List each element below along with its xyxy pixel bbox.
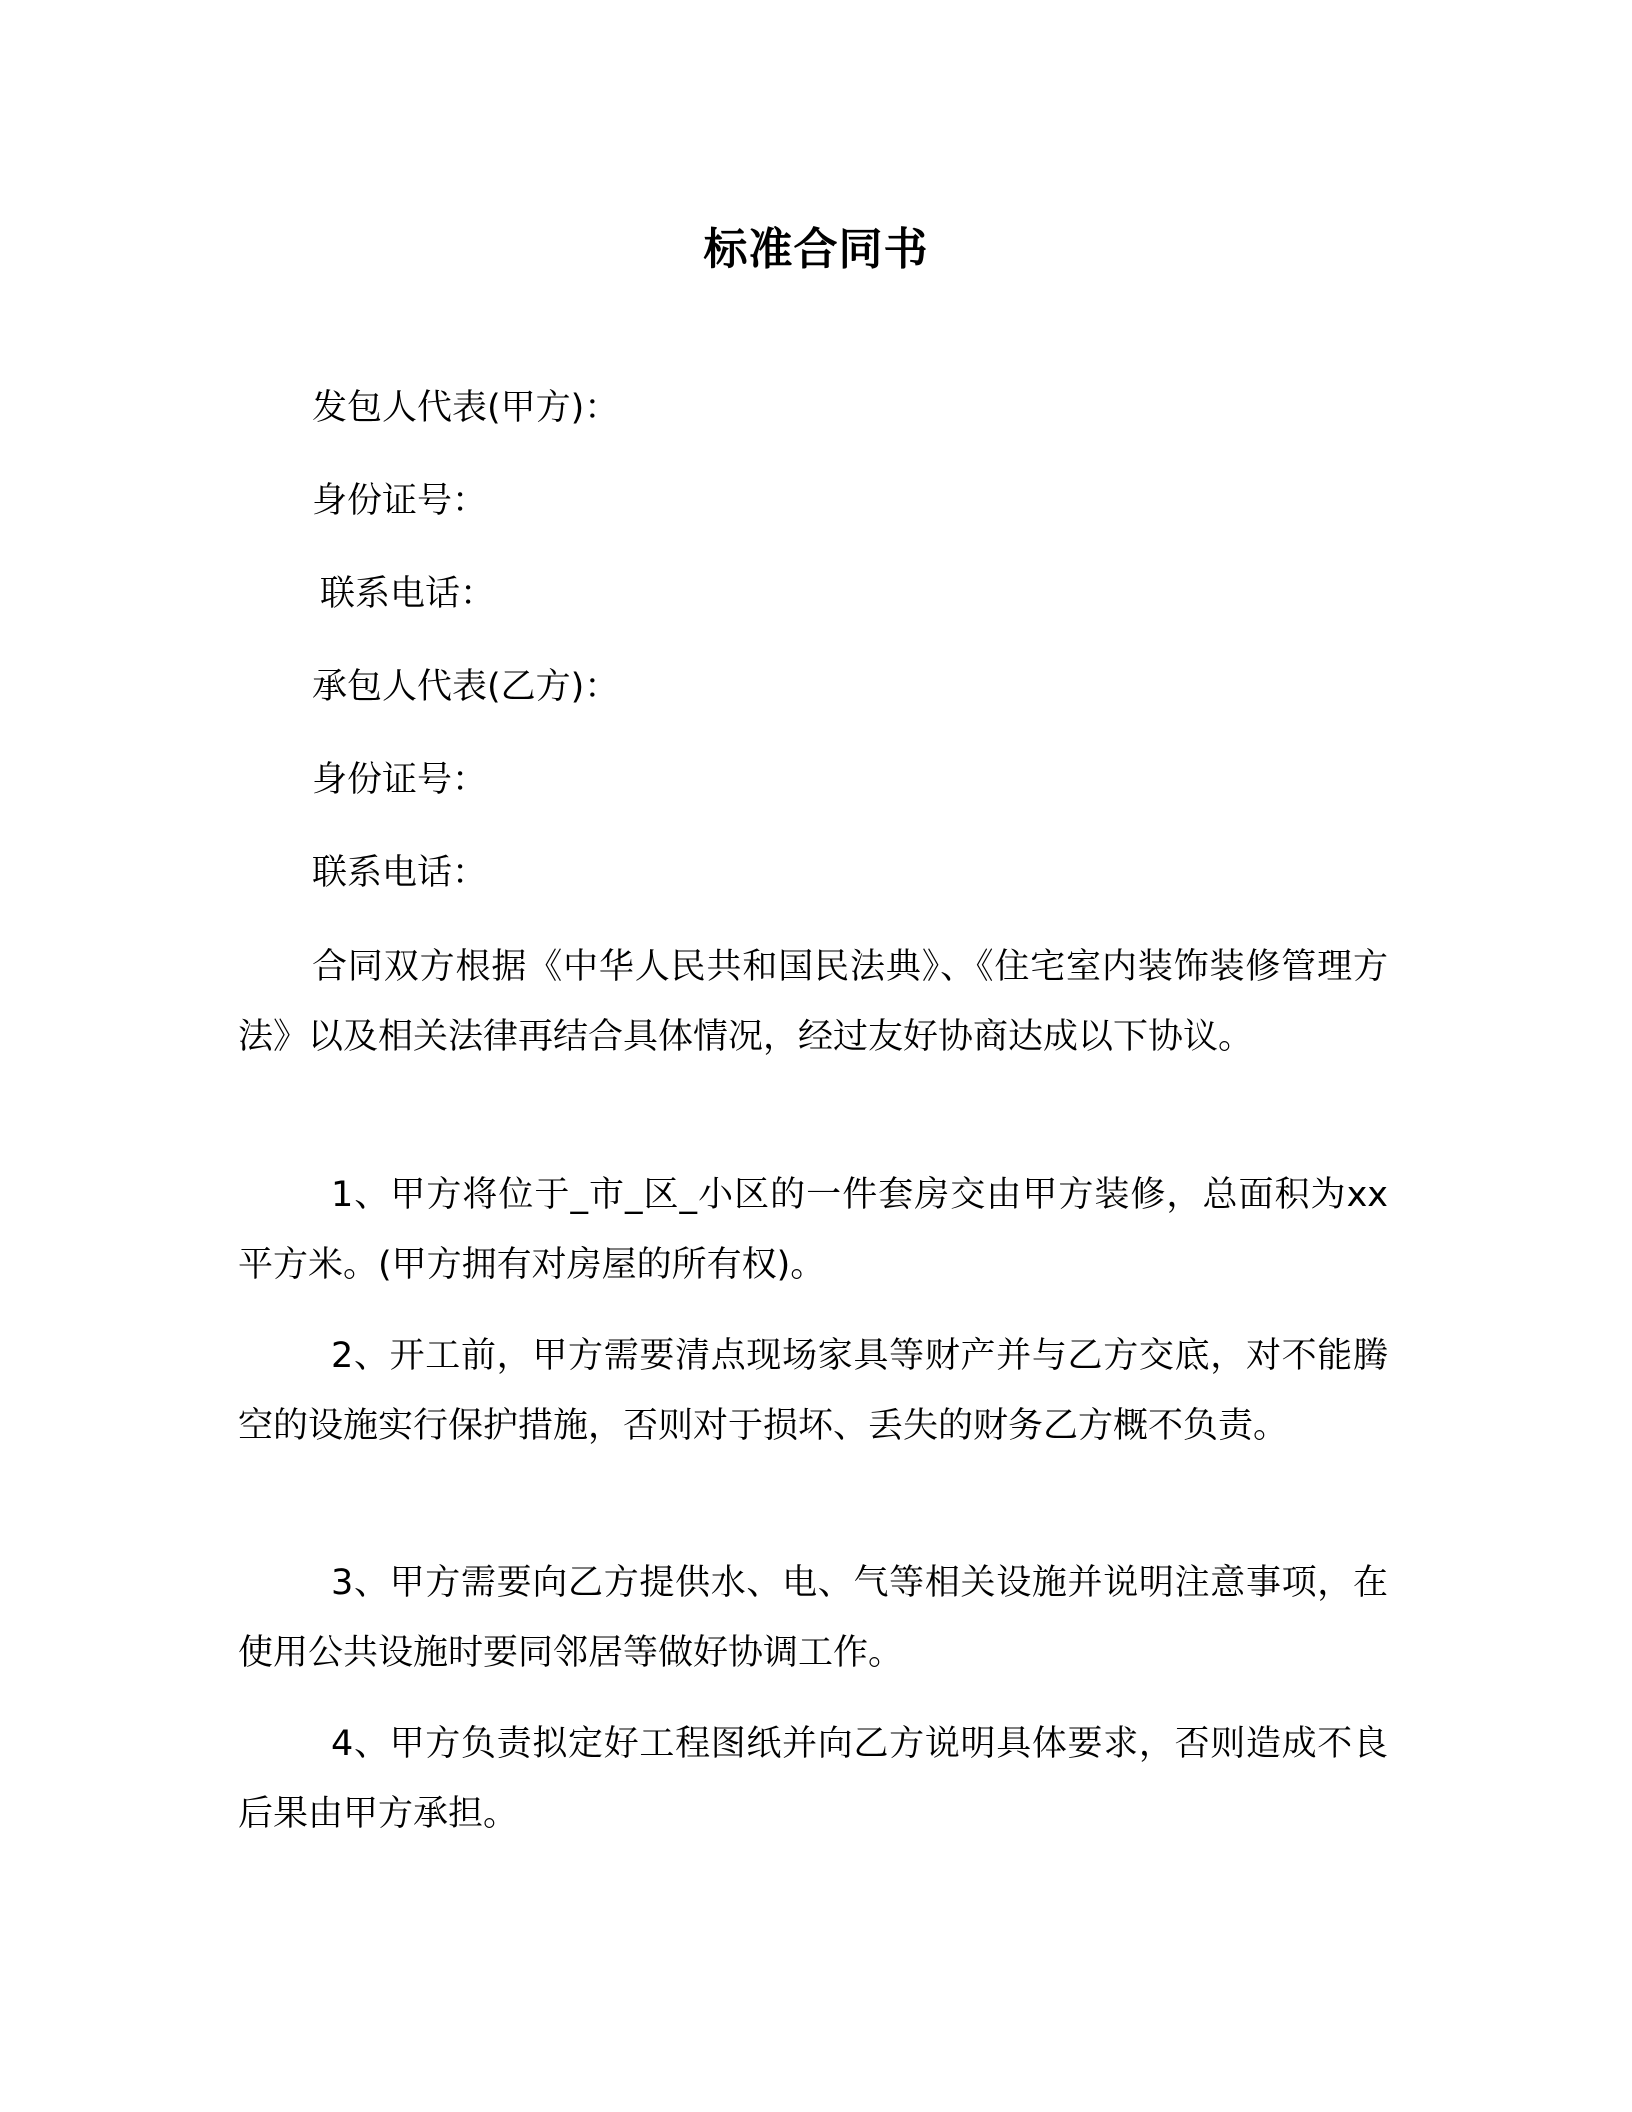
party-b-phone-label: 联系电话：	[312, 853, 488, 893]
clause-4: 4、甲方负责拟定好工程图纸并向乙方说明具体要求，否则造成不良后果由甲方承担。	[238, 1724, 1388, 1834]
party-b-representative-label: 承包人代表(乙方)：	[312, 667, 620, 707]
clause-3: 3、甲方需要向乙方提供水、电、气等相关设施并说明注意事项，在使用公共设施时要同邻居等做好协调工作。	[238, 1563, 1388, 1673]
party-a-id-label: 身份证号：	[312, 481, 488, 521]
clause-2: 2、开工前，甲方需要清点现场家具等财产并与乙方交底，对不能腾空的设施实行保护措施，否则对于损坏、丢失的财务乙方概不负责。	[238, 1336, 1388, 1446]
document-title: 标准合同书	[703, 224, 929, 275]
party-a-phone-label: 联系电话：	[320, 574, 496, 614]
clause-1: 1、甲方将位于_市_区_小区的一件套房交由甲方装修，总面积为xx 平方米。(甲方拥有对房屋的所有权)。	[238, 1175, 1388, 1285]
intro-paragraph: 合同双方根据《中华人民共和国民法典》、《住宅室内装饰装修管理方法》以及相关法律再结合具体情况，经过友好协商达成以下协议。	[238, 947, 1388, 1057]
party-a-representative-label: 发包人代表(甲方)：	[312, 388, 620, 428]
party-b-id-label: 身份证号：	[312, 760, 488, 800]
